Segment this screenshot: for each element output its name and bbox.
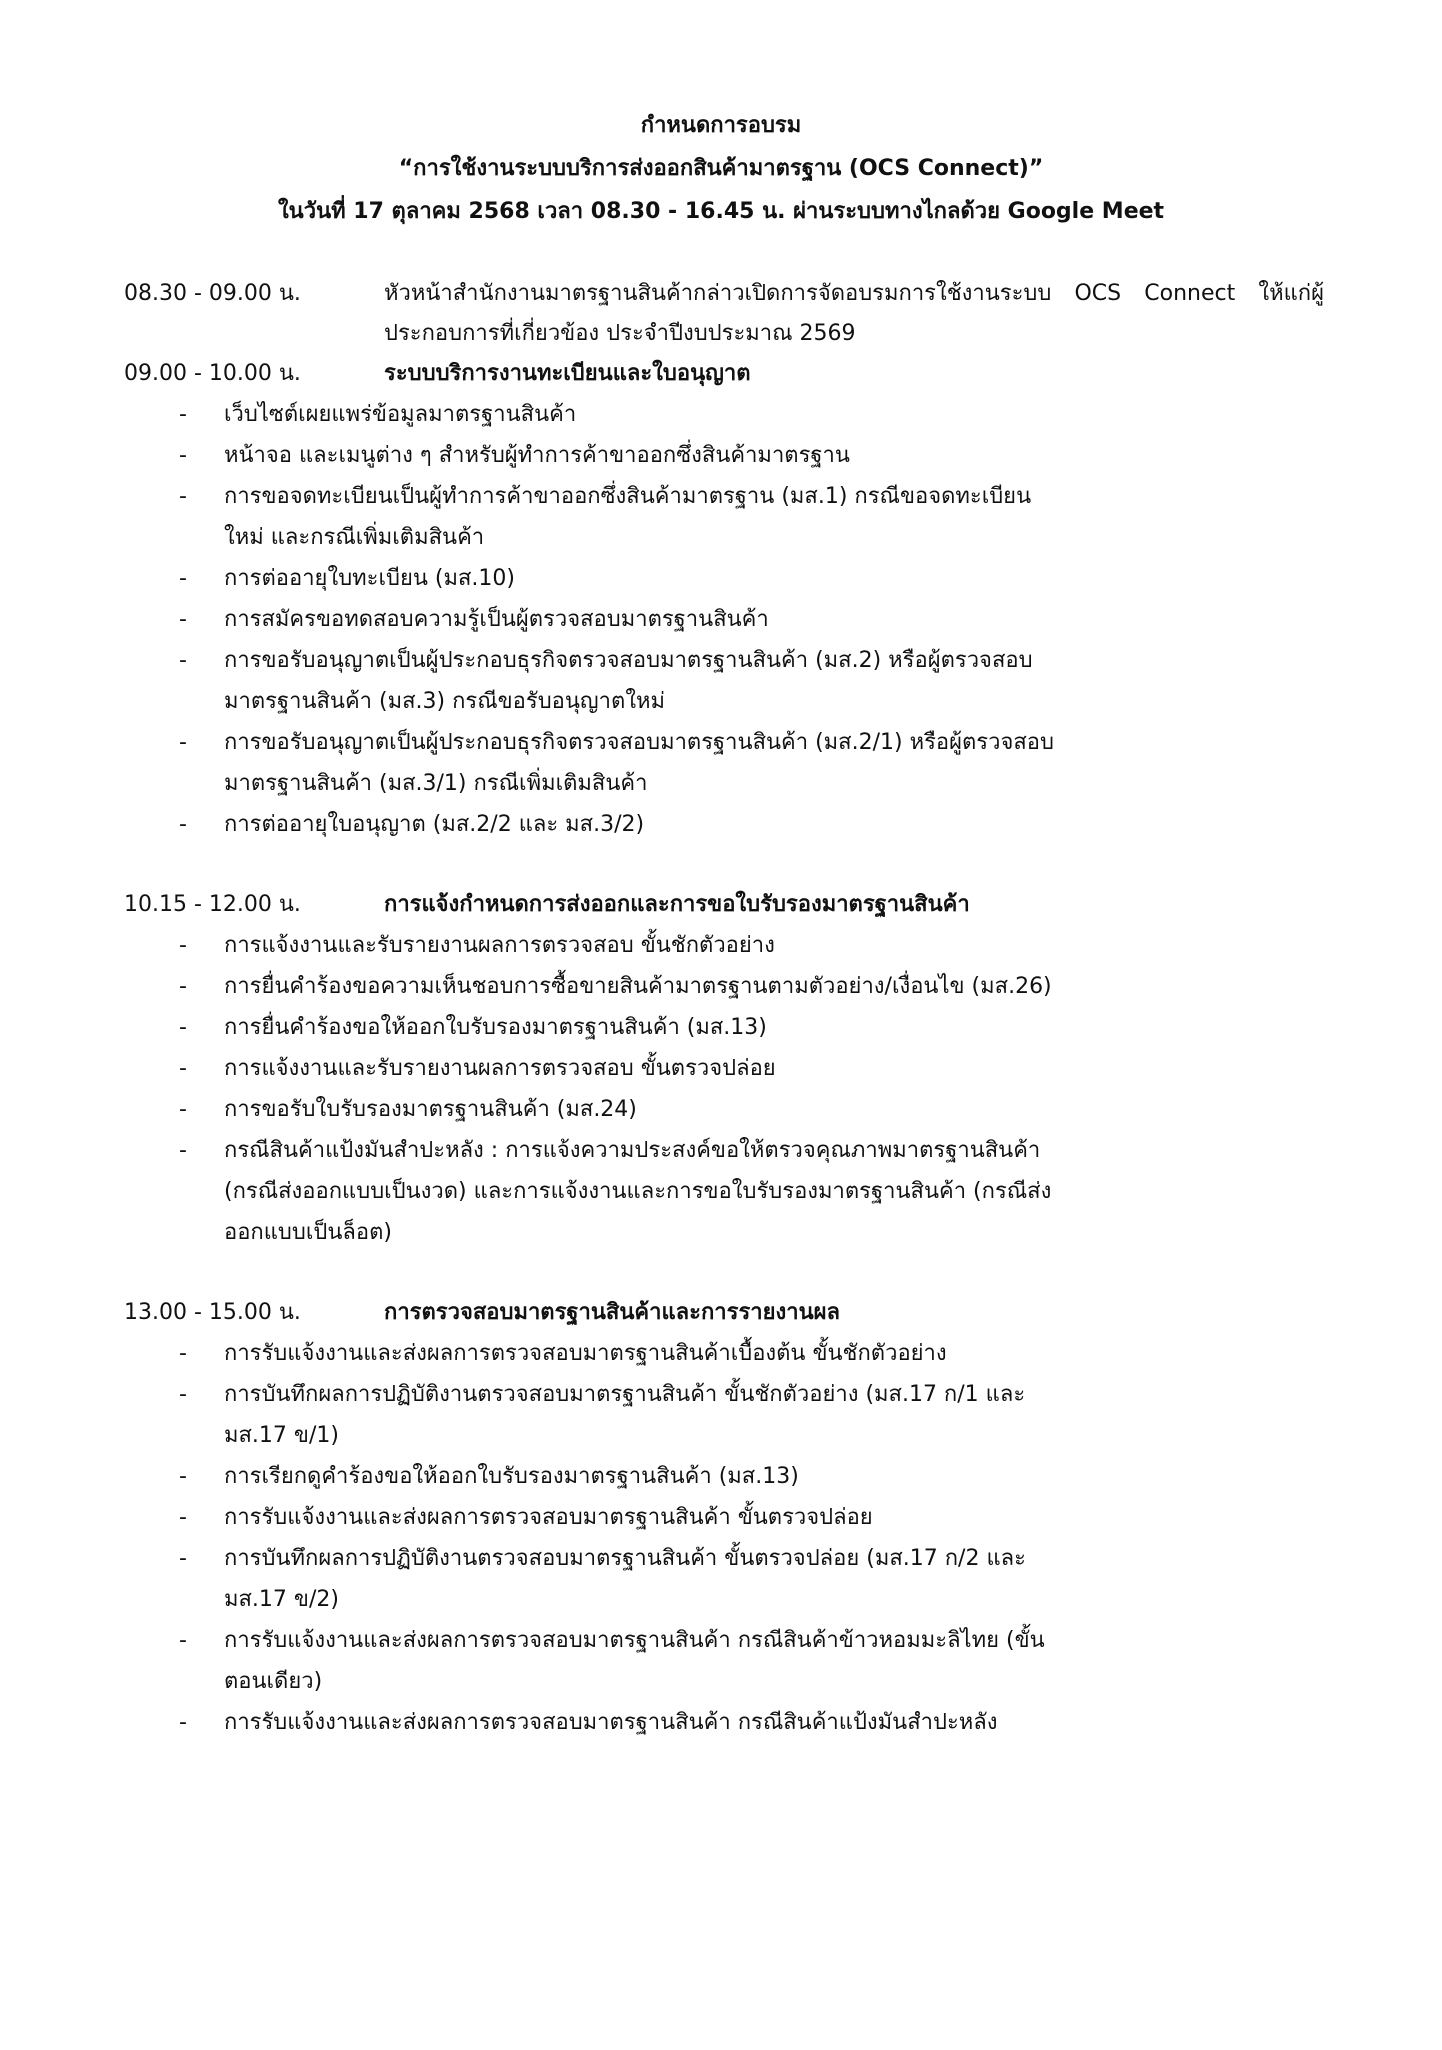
- agenda-time: 09.00 - 10.00 น.: [124, 361, 301, 386]
- list-item: - การขอรับใบรับรองมาตรฐานสินค้า (มส.24): [179, 1097, 637, 1122]
- list-item: - การต่ออายุใบอนุญาต (มส.2/2 และ มส.3/2): [179, 812, 645, 837]
- list-item: - การเรียกดูคำร้องขอให้ออกใบรับรองมาตรฐานสินค้า (มส.13): [179, 1464, 799, 1489]
- agenda: [124, 274, 1324, 1743]
- session-heading: ระบบบริการงานทะเบียนและใบอนุญาต: [384, 361, 751, 386]
- list-item: - การรับแจ้งงานและส่งผลการตรวจสอบมาตรฐานสินค้า กรณีสินค้าแป้งมันสำปะหลัง: [179, 1710, 998, 1735]
- session-heading: การแจ้งกำหนดการส่งออกและการขอใบรับรองมาตรฐานสินค้า: [384, 892, 970, 917]
- list-item: - การต่ออายุใบทะเบียน (มส.10): [179, 566, 515, 591]
- agenda-text: หัวหน้าสำนักงานมาตรฐานสินค้ากล่าวเปิดการจัดอบรมการใช้งานระบบ OCS Connect ให้แก่ผู้ประกอบการที่เกี่ยวข้อง ประจำปีงบประมาณ 2569: [384, 281, 1324, 346]
- agenda-session-registration: [124, 354, 1324, 845]
- list-item: - การรับแจ้งงานและส่งผลการตรวจสอบมาตรฐานสินค้าเบื้องต้น ขั้นชักตัวอย่าง: [179, 1341, 947, 1366]
- list-item: - การบันทึกผลการปฏิบัติงานตรวจสอบมาตรฐานสินค้า ขั้นชักตัวอย่าง (มส.17 ก/1 และ มส.17 ข/1): [179, 1382, 1026, 1448]
- session-items: [124, 925, 1324, 1253]
- agenda-session-inspection: [124, 1293, 1324, 1743]
- list-item: - การรับแจ้งงานและส่งผลการตรวจสอบมาตรฐานสินค้า ขั้นตรวจปล่อย: [179, 1505, 873, 1530]
- title-line-1: กำหนดการอบรม: [640, 113, 802, 138]
- agenda-session-export-certificate: [124, 885, 1324, 1253]
- agenda-opening: [124, 274, 1324, 354]
- document-title: [0, 104, 1442, 233]
- agenda-time: 08.30 - 09.00 น.: [124, 281, 301, 306]
- list-item: - กรณีสินค้าแป้งมันสำปะหลัง : การแจ้งความประสงค์ขอให้ตรวจคุณภาพมาตรฐานสินค้า (กรณีส่งออกแบบเป็นงวด) และการแจ้งงานและการขอใบรับรองมาตรฐานสินค้า (กรณีส่งออกแบบเป็นล็อต): [179, 1138, 1052, 1245]
- agenda-time: 10.15 - 12.00 น.: [124, 892, 301, 917]
- list-item: - การขอจดทะเบียนเป็นผู้ทำการค้าขาออกซึ่งสินค้ามาตรฐาน (มส.1) กรณีขอจดทะเบียนใหม่ และกรณีเพิ่มเติมสินค้า: [179, 484, 1032, 550]
- list-item: - หน้าจอ และเมนูต่าง ๆ สำหรับผู้ทำการค้าขาออกซึ่งสินค้ามาตรฐาน: [179, 443, 850, 468]
- title-line-3: ในวันที่ 17 ตุลาคม 2568 เวลา 08.30 - 16.45 น. ผ่านระบบทางไกลด้วย Google Meet: [277, 199, 1165, 224]
- list-item: - การยื่นคำร้องขอความเห็นชอบการซื้อขายสินค้ามาตรฐานตามตัวอย่าง/เงื่อนไข (มส.26): [179, 974, 1052, 999]
- list-item: - การขอรับอนุญาตเป็นผู้ประกอบธุรกิจตรวจสอบมาตรฐานสินค้า (มส.2) หรือผู้ตรวจสอบมาตรฐานสินค้า (มส.3) กรณีขอรับอนุญาตใหม่: [179, 648, 1033, 714]
- session-items: [124, 394, 1324, 845]
- list-item: - การแจ้งงานและรับรายงานผลการตรวจสอบ ขั้นชักตัวอย่าง: [179, 933, 775, 958]
- list-item: - การสมัครขอทดสอบความรู้เป็นผู้ตรวจสอบมาตรฐานสินค้า: [179, 607, 769, 632]
- list-item: - การแจ้งงานและรับรายงานผลการตรวจสอบ ขั้นตรวจปล่อย: [179, 1056, 776, 1081]
- session-heading: การตรวจสอบมาตรฐานสินค้าและการรายงานผล: [384, 1300, 841, 1325]
- list-item: - การยื่นคำร้องขอให้ออกใบรับรองมาตรฐานสินค้า (มส.13): [179, 1015, 767, 1040]
- agenda-time: 13.00 - 15.00 น.: [124, 1300, 301, 1325]
- title-line-2: “การใช้งานระบบบริการส่งออกสินค้ามาตรฐาน (OCS Connect)”: [398, 156, 1044, 181]
- list-item: - การรับแจ้งงานและส่งผลการตรวจสอบมาตรฐานสินค้า กรณีสินค้าข้าวหอมมะลิไทย (ขั้นตอนเดียว): [179, 1628, 1045, 1694]
- list-item: - การขอรับอนุญาตเป็นผู้ประกอบธุรกิจตรวจสอบมาตรฐานสินค้า (มส.2/1) หรือผู้ตรวจสอบมาตรฐานสินค้า (มส.3/1) กรณีเพิ่มเติมสินค้า: [179, 730, 1054, 796]
- list-item: - เว็บไซต์เผยแพร่ข้อมูลมาตรฐานสินค้า: [179, 402, 577, 427]
- session-items: [124, 1333, 1324, 1743]
- list-item: - การบันทึกผลการปฏิบัติงานตรวจสอบมาตรฐานสินค้า ขั้นตรวจปล่อย (มส.17 ก/2 และ มส.17 ข/2): [179, 1546, 1026, 1612]
